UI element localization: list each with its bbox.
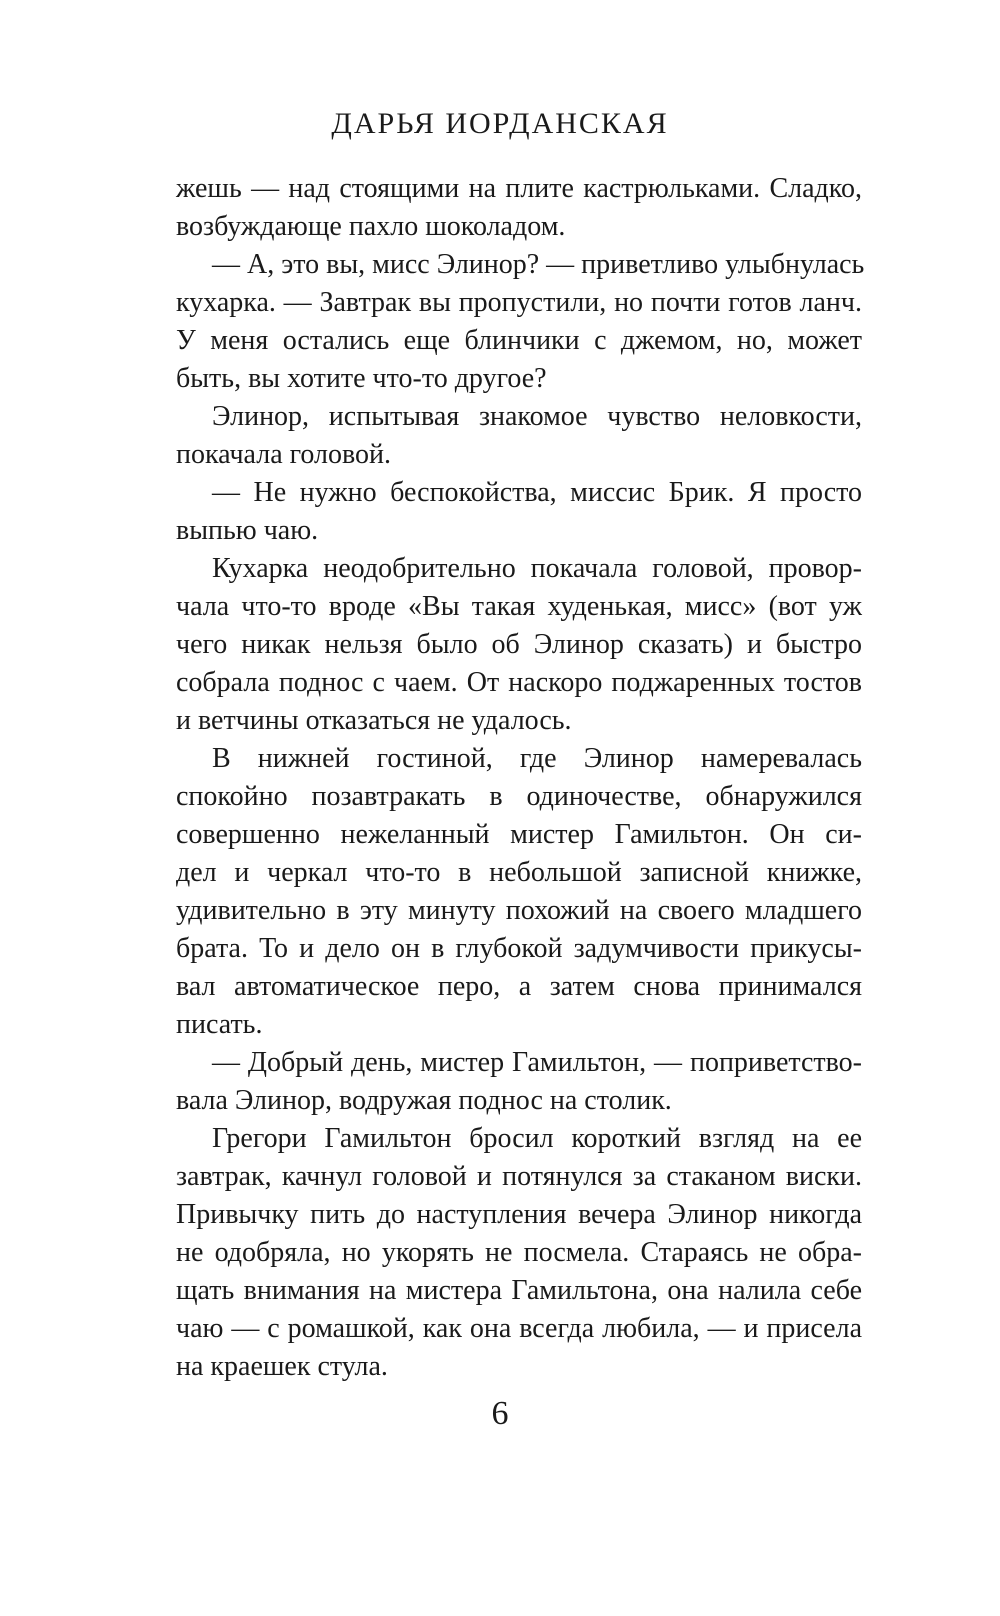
text-line: В нижней гостиной, где Элинор намеревалась <box>212 743 862 774</box>
text-line: собрала поднос с чаем. От наскоро поджаренных тостов <box>176 667 862 698</box>
text-line: чала что-то вроде «Вы такая худенькая, мисс» (вот уж <box>176 591 862 622</box>
text-line: У меня остались еще блинчики с джемом, но, может <box>176 325 862 356</box>
text-line: — Не нужно беспокойства, миссис Брик. Я просто <box>212 477 862 508</box>
text-line: не одобряла, но укорять не посмела. Стараясь не обра- <box>176 1237 862 1268</box>
text-line: Привычку пить до наступления вечера Элинор никогда <box>176 1199 862 1230</box>
text-line: вала Элинор, водружая поднос на столик. <box>176 1085 672 1116</box>
text-line: Кухарка неодобрительно покачала головой, провор- <box>212 553 862 584</box>
text-line: Элинор, испытывая знакомое чувство неловкости, <box>212 401 862 432</box>
text-line: быть, вы хотите что-то другое? <box>176 363 547 394</box>
text-line: и ветчины отказаться не удалось. <box>176 705 572 736</box>
text-line: удивительно в эту минуту похожий на своего младшего <box>176 895 862 926</box>
text-line: чаю — с ромашкой, как она всегда любила, — и присела <box>176 1313 862 1344</box>
running-head: ДАРЬЯ ИОРДАНСКАЯ <box>331 107 669 140</box>
text-line: покачала головой. <box>176 439 392 470</box>
text-line: спокойно позавтракать в одиночестве, обнаружился <box>176 781 862 812</box>
text-line: возбуждающе пахло шоколадом. <box>176 211 566 242</box>
text-line: вал автоматическое перо, а затем снова принимался <box>176 971 862 1002</box>
text-line: щать внимания на мистера Гамильтона, она налила себе <box>176 1275 862 1306</box>
text-line: писать. <box>176 1009 263 1040</box>
body-text <box>176 170 865 1386</box>
text-line: кухарка. — Завтрак вы пропустили, но почти готов ланч. <box>176 287 862 318</box>
text-line: жешь — над стоящими на плите кастрюльками. Сладко, <box>176 173 862 204</box>
text-line: совершенно нежеланный мистер Гамильтон. Он си- <box>176 819 862 850</box>
text-line: выпью чаю. <box>176 515 319 546</box>
text-line: чего никак нельзя было об Элинор сказать) и быстро <box>176 629 862 660</box>
text-line: — А, это вы, мисс Элинор? — приветливо улыбнулась <box>212 249 865 280</box>
text-line: дел и черкал что-то в небольшой записной книжке, <box>176 857 862 888</box>
page-number: 6 <box>491 1395 509 1432</box>
text-line: завтрак, качнул головой и потянулся за стаканом виски. <box>176 1161 862 1192</box>
text-line: Грегори Гамильтон бросил короткий взгляд на ее <box>212 1123 862 1154</box>
text-line: — Добрый день, мистер Гамильтон, — поприветство- <box>212 1047 862 1078</box>
text-line: брата. То и дело он в глубокой задумчивости прикусы- <box>176 933 862 964</box>
text-line: на краешек стула. <box>176 1351 388 1382</box>
